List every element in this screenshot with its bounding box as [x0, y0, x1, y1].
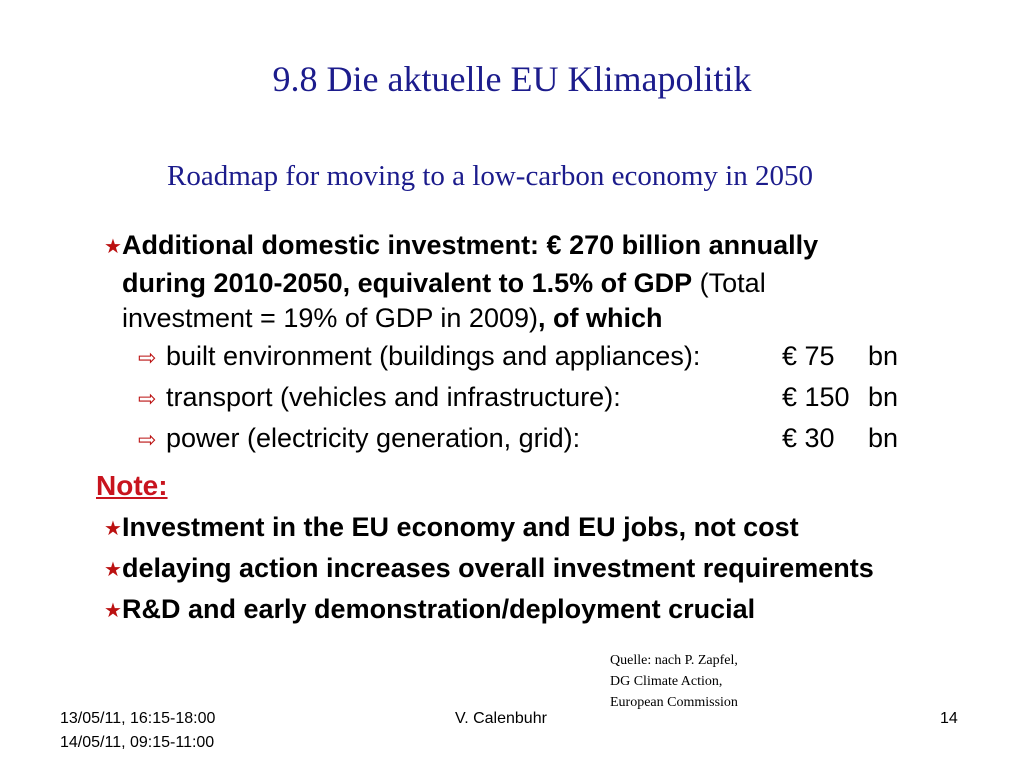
bullet1-line2-bold: during 2010-2050, equivalent to 1.5% of GDP	[122, 268, 693, 298]
arrow-icon: ⇨	[138, 386, 157, 411]
footer-date1: 13/05/11, 16:15-18:00	[60, 710, 216, 727]
source-line: DG Climate Action,	[610, 674, 723, 689]
bullet1-line3-normal: investment = 19% of GDP in 2009)	[122, 303, 538, 333]
subitem-amount: € 30	[782, 423, 835, 453]
subitem-amount: € 75	[782, 341, 835, 371]
bullet1-line2-normal: (Total	[692, 268, 766, 298]
subitem-label: power (electricity generation, grid):	[166, 423, 581, 453]
star-icon: ★	[104, 236, 122, 258]
subitem-label: transport (vehicles and infrastructure):	[166, 382, 621, 412]
bullet1-line3-bold: , of which	[537, 303, 663, 333]
note-bullet: R&D and early demonstration/deployment crucial	[122, 594, 756, 624]
source-line: European Commission	[610, 695, 738, 710]
source-line: Quelle: nach P. Zapfel,	[610, 653, 738, 668]
note-heading: Note:	[96, 470, 168, 501]
footer-date2: 14/05/11, 09:15-11:00	[60, 734, 215, 751]
bullet1-line1: Additional domestic investment: € 270 billion annually	[122, 230, 819, 260]
bullet1-line2	[122, 268, 766, 299]
slide-title: 9.8 Die aktuelle EU Klimapolitik	[272, 59, 752, 99]
subitem-unit: bn	[868, 341, 899, 371]
source-citation	[610, 650, 738, 713]
star-icon: ★	[104, 600, 122, 622]
slide-subtitle: Roadmap for moving to a low-carbon economy in 2050	[167, 160, 813, 192]
subitem-label: built environment (buildings and appliances):	[166, 341, 701, 371]
bullet1-line3	[122, 303, 662, 334]
note-bullet: delaying action increases overall investment requirements	[122, 553, 874, 583]
arrow-icon: ⇨	[138, 345, 157, 370]
star-icon: ★	[104, 559, 122, 581]
subitem-unit: bn	[868, 382, 899, 412]
subitem-amount: € 150	[782, 382, 850, 412]
subitem-unit: bn	[868, 423, 899, 453]
arrow-icon: ⇨	[138, 427, 157, 452]
page-number: 14	[940, 710, 958, 727]
footer-author: V. Calenbuhr	[455, 710, 547, 727]
star-icon: ★	[104, 518, 122, 540]
note-bullet: Investment in the EU economy and EU jobs, not cost	[122, 512, 799, 542]
